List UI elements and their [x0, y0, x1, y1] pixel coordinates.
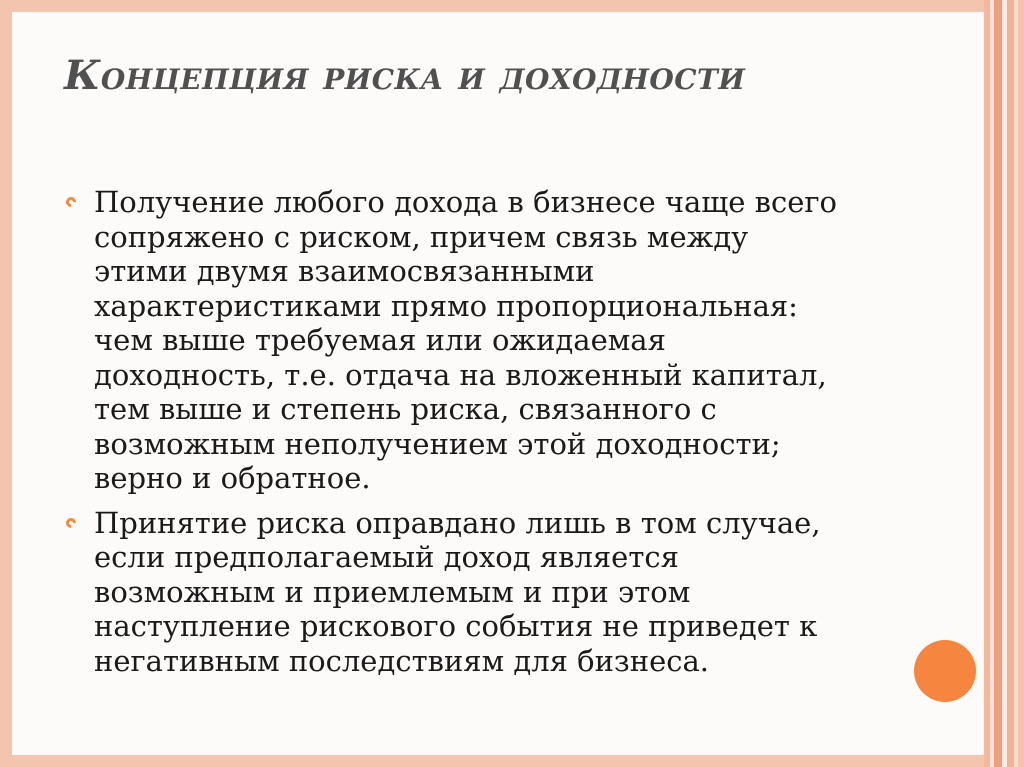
frame-bottom-border [0, 755, 1024, 767]
bullet-text: Принятие риска оправдано лишь в том случае, если предполагаемый доход является возможным и приемлемым и при этом наступление рискового события не приведет к негативным последствиям для бизнеса. [94, 505, 821, 678]
bullet-text: Получение любого дохода в бизнесе чаще всего сопряжено с риском, причем связь между этими двумя взаимосвязанными характеристиками прямо пропорциональная: чем выше требуемая или ожидаемая доходность, т.е. отдача на вложенный капитал, тем выше и степень риска, связанного с возможным неполучением этой доходности; верно и обратное. [94, 185, 838, 495]
decorative-circle-icon [914, 640, 976, 702]
bullet-list [66, 185, 886, 688]
bullet-item [66, 185, 886, 496]
frame-top-border [0, 0, 1024, 12]
decorative-stripes [984, 0, 1024, 767]
frame-left-border [0, 0, 12, 767]
bullet-icon [64, 515, 78, 529]
bullet-item [66, 506, 886, 679]
bullet-icon [64, 195, 78, 209]
slide-title: Концепция риска и доходности [64, 52, 746, 99]
